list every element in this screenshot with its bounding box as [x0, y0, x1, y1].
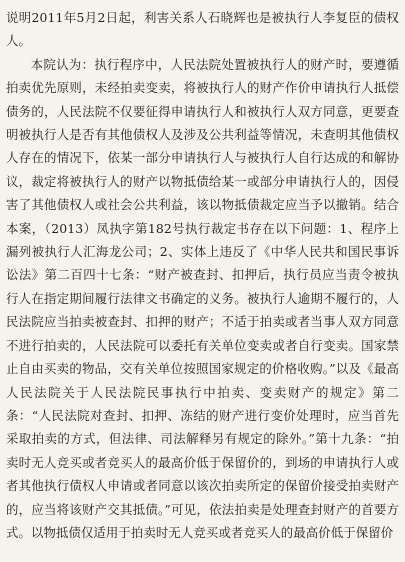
paragraph-creditor-note: 说明2011年5月2日起，利害关系人石晓辉也是被执行人李复臣的债权人。 [6, 10, 399, 49]
paragraph-court-opinion: 本院认为：执行程序中，人民法院处置被执行人的财产时，要遵循拍卖优先原则，未经拍卖变卖，将被执行人的财产作价申请执行人抵偿债务的，人民法院不仅要征得申请执行人和被执行人双方同意，更要查明被执行人是否有其他债权人及涉及公共利益等情况，未查明其他债权人存在的情况下，依某一部分申请执行人与被执行人自行达成的和解协议，裁定将被执行人的财产以物抵债给某一或部分申请执行人的，因侵害了其他债权人或社会公共利益，该以物抵债裁定应当予以撤销。结合本案，（2013）凤执字第182号执行裁定书存在以下问题：1、程序上漏列被执行人汇海龙公司；2、实体上违反了《中华人民共和国民事诉讼法》第二百四十七条：“财产被查封、扣押后，执行员应当责令被执行人在指定期间履行法律文书确定的义务。被执行人逾期不履行的，人民法院应当拍卖被查封、扣押的财产；不适于拍卖或者当事人双方同意不进行拍卖的，人民法院可以委托有关单位变卖或者自行变卖。国家禁止自由买卖的物品，交有关单位按照国家规定的价格收购。”以及《最高人民法院关于人民法院民事执行中拍卖、变卖财产的规定》第二条：“人民法院对查封、扣押、冻结的财产进行变价处理时，应当首先采取拍卖的方式，但法律、司法解释另有规定的除外。”第十九条：“拍卖时无人竞买或者竞买人的最高价低于保留价的，到场的申请执行人或者其他执行债权人申请或者同意以该次拍卖所定的保留价接受拍卖财产的，应当将该财产交其抵债。”可见，依法拍卖是处理查封财产的首要方式。以物抵债仅适用于拍卖时无人竞买或者竞买人的最高价低于保留价 [6, 56, 399, 540]
